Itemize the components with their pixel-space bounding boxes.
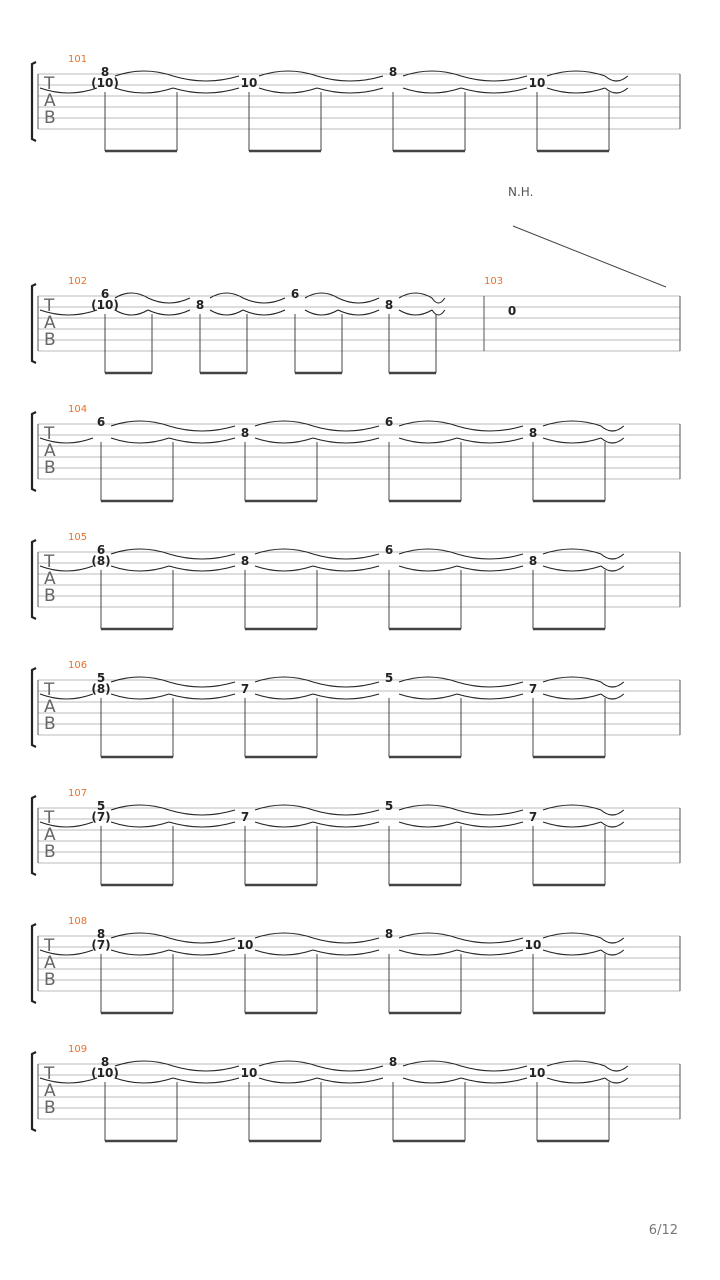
system-bracket (32, 540, 36, 619)
tab-clef-letter: T (44, 296, 55, 316)
tab-system (32, 660, 680, 757)
fret-number: 7 (240, 810, 250, 824)
tie-arc (543, 950, 601, 955)
tie-arc (605, 1066, 628, 1071)
tie-arc (313, 950, 379, 955)
tie-arc (173, 88, 239, 93)
tab-clef-letter: T (44, 936, 55, 956)
tie-arc (313, 566, 379, 571)
tie-arc (317, 1066, 383, 1071)
fret-number: 7 (528, 810, 538, 824)
tie-arc (601, 566, 624, 571)
fret-number: 8 (100, 65, 110, 79)
tab-clef-letter: T (44, 1064, 55, 1084)
tie-arc (313, 554, 379, 559)
fret-number: 5 (384, 799, 394, 813)
tab-clef-letter: B (44, 842, 56, 862)
tab-clef-letter: A (44, 569, 56, 589)
tab-system (32, 185, 680, 373)
tie-arc (543, 694, 601, 699)
tab-system (32, 788, 680, 885)
tie-arc (115, 310, 148, 315)
natural-harmonic-line (513, 226, 666, 287)
page-number: 6/12 (648, 1223, 678, 1238)
tie-arc (601, 938, 624, 943)
tie-arc (601, 810, 624, 815)
tie-arc (317, 76, 383, 81)
tie-arc (543, 566, 601, 571)
tie-arc (547, 1078, 605, 1083)
tab-clef-letter: A (44, 91, 56, 111)
measure-number: 108 (68, 916, 88, 927)
tie-arc (313, 822, 379, 827)
tie-arc (605, 1078, 628, 1083)
fret-number: 10 (240, 76, 258, 90)
tie-arc (543, 822, 601, 827)
fret-number: 6 (384, 415, 394, 429)
tie-arc (169, 822, 235, 827)
tie-arc (601, 438, 624, 443)
tie-arc (313, 438, 379, 443)
tie-arc (399, 950, 457, 955)
tab-clef-letter: T (44, 680, 55, 700)
measure-number: 106 (68, 660, 88, 671)
tab-clef-letter: A (44, 441, 56, 461)
fret-number: 8 (100, 1055, 110, 1069)
tie-arc (317, 1078, 383, 1083)
tie-arc (338, 310, 379, 315)
tab-system (32, 916, 680, 1013)
tie-arc (173, 1078, 239, 1083)
tie-arc (457, 566, 523, 571)
tie-arc (461, 88, 527, 93)
tab-clef-letter: B (44, 586, 56, 606)
fret-number: (7) (91, 810, 111, 824)
fret-number: 8 (240, 426, 250, 440)
fret-number: 8 (388, 65, 398, 79)
fret-number: 10 (524, 938, 542, 952)
tie-arc (255, 566, 313, 571)
fret-number: 7 (528, 682, 538, 696)
tie-arc (255, 438, 313, 443)
fret-number: 7 (240, 682, 250, 696)
fret-number: 8 (195, 298, 205, 312)
tie-arc (169, 810, 235, 815)
tie-arc (601, 554, 624, 559)
tab-system (32, 54, 680, 151)
tie-arc (243, 310, 285, 315)
measure-number: 101 (68, 54, 88, 65)
tie-arc (313, 694, 379, 699)
fret-number: 8 (528, 426, 538, 440)
system-bracket (32, 668, 36, 747)
measure-number: 109 (68, 1044, 88, 1055)
tie-arc (173, 76, 239, 81)
fret-number: 6 (96, 543, 106, 557)
fret-number: 10 (528, 1066, 546, 1080)
tie-arc (317, 88, 383, 93)
tie-arc (399, 566, 457, 571)
tie-arc (457, 682, 523, 687)
system-bracket (32, 62, 36, 141)
tie-arc (255, 694, 313, 699)
tie-arc (338, 298, 379, 303)
fret-number: 10 (240, 1066, 258, 1080)
tie-arc (169, 566, 235, 571)
tie-arc (111, 566, 169, 571)
fret-number: 0 (507, 304, 517, 318)
fret-number: (8) (91, 554, 111, 568)
tie-arc (543, 438, 601, 443)
tie-arc (313, 810, 379, 815)
tie-arc (601, 682, 624, 687)
tab-clef-letter: T (44, 808, 55, 828)
tie-arc (313, 938, 379, 943)
fret-number: 8 (384, 927, 394, 941)
fret-number: 6 (96, 415, 106, 429)
fret-number: 8 (388, 1055, 398, 1069)
tie-arc (115, 1078, 173, 1083)
tie-arc (601, 694, 624, 699)
tab-clef-letter: T (44, 74, 55, 94)
tab-clef-letter: A (44, 313, 56, 333)
tie-arc (169, 682, 235, 687)
tie-arc (115, 88, 173, 93)
system-bracket (32, 924, 36, 1003)
measure-number: 107 (68, 788, 88, 799)
fret-number: 6 (100, 287, 110, 301)
tie-arc (111, 950, 169, 955)
tie-arc (601, 426, 624, 431)
tab-clef-letter: B (44, 458, 56, 478)
system-bracket (32, 796, 36, 875)
tie-arc (111, 438, 169, 443)
tab-clef-letter: B (44, 970, 56, 990)
tie-arc (399, 822, 457, 827)
tie-arc (313, 426, 379, 431)
tie-arc (169, 938, 235, 943)
tie-arc (173, 1066, 239, 1071)
tie-arc (457, 822, 523, 827)
tab-clef-letter: A (44, 697, 56, 717)
fret-number: 5 (96, 799, 106, 813)
tab-clef-letter: A (44, 953, 56, 973)
system-bracket (32, 412, 36, 491)
tie-arc (313, 682, 379, 687)
tie-arc (169, 950, 235, 955)
tab-clef-letter: B (44, 714, 56, 734)
tab-system (32, 404, 680, 501)
tab-system (32, 532, 680, 629)
tab-clef-letter: B (44, 330, 56, 350)
fret-number: 5 (96, 671, 106, 685)
fret-number: 10 (236, 938, 254, 952)
measure-number: 104 (68, 404, 88, 415)
tie-arc (605, 88, 628, 93)
tie-arc (255, 822, 313, 827)
fret-number: 6 (290, 287, 300, 301)
tie-arc (457, 950, 523, 955)
fret-number: 8 (384, 298, 394, 312)
measure-number: 103 (484, 276, 504, 287)
tie-arc (259, 1078, 317, 1083)
fret-number: 6 (384, 543, 394, 557)
system-bracket (32, 284, 36, 363)
tab-clef-letter: A (44, 825, 56, 845)
tie-arc (259, 88, 317, 93)
tie-arc (461, 1066, 527, 1071)
system-bracket (32, 1052, 36, 1131)
tie-arc (169, 438, 235, 443)
tie-arc (399, 438, 457, 443)
tie-arc (169, 426, 235, 431)
tie-arc (111, 822, 169, 827)
tab-clef-letter: B (44, 108, 56, 128)
tie-arc (210, 310, 243, 315)
tie-arc (457, 810, 523, 815)
fret-number: (10) (91, 298, 119, 312)
tie-arc (111, 694, 169, 699)
tie-arc (432, 310, 445, 315)
tie-arc (605, 76, 628, 81)
tab-system (32, 1044, 680, 1141)
tie-arc (547, 88, 605, 93)
tie-arc (148, 298, 190, 303)
tie-arc (461, 76, 527, 81)
tie-arc (403, 1078, 461, 1083)
tie-arc (399, 310, 432, 315)
tie-arc (601, 822, 624, 827)
tie-arc (305, 310, 338, 315)
tie-arc (601, 950, 624, 955)
tie-arc (461, 1078, 527, 1083)
tab-clef-letter: T (44, 552, 55, 572)
tie-arc (457, 426, 523, 431)
tie-arc (457, 438, 523, 443)
tab-clef-letter: T (44, 424, 55, 444)
tie-arc (169, 554, 235, 559)
fret-number: 8 (240, 554, 250, 568)
tie-arc (255, 950, 313, 955)
tie-arc (457, 554, 523, 559)
fret-number: (10) (91, 76, 119, 90)
tab-clef-letter: B (44, 1098, 56, 1118)
fret-number: (8) (91, 682, 111, 696)
measure-number: 105 (68, 532, 88, 543)
fret-number: 8 (528, 554, 538, 568)
fret-number: 8 (96, 927, 106, 941)
tie-arc (243, 298, 285, 303)
tie-arc (169, 694, 235, 699)
measure-number: 102 (68, 276, 88, 287)
tie-arc (457, 694, 523, 699)
fret-number: (7) (91, 938, 111, 952)
tie-arc (403, 88, 461, 93)
fret-number: 10 (528, 76, 546, 90)
tie-arc (148, 310, 190, 315)
tie-arc (457, 938, 523, 943)
tie-arc (432, 298, 445, 303)
tab-clef-letter: A (44, 1081, 56, 1101)
fret-number: (10) (91, 1066, 119, 1080)
tie-arc (399, 694, 457, 699)
natural-harmonic-label: N.H. (508, 185, 534, 199)
fret-number: 5 (384, 671, 394, 685)
